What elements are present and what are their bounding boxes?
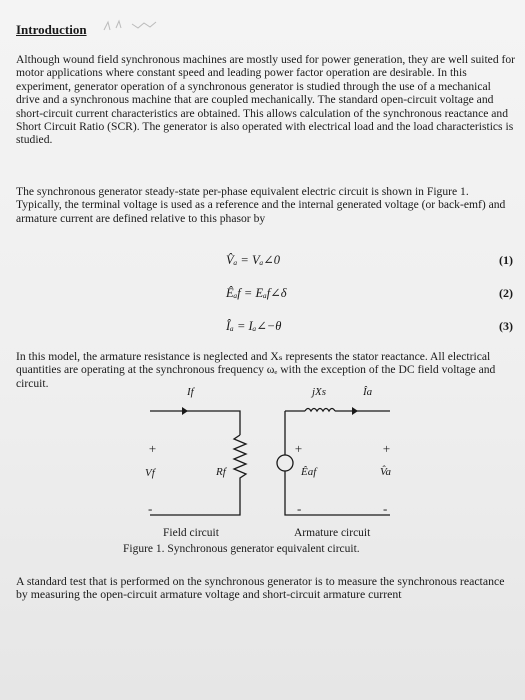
field-minus-sign: -: [148, 501, 153, 516]
equation-2: Êₐf = Eₐf∠δ: [226, 286, 287, 300]
terminal-plus-sign: +: [382, 441, 391, 456]
emf-plus-sign: +: [294, 441, 303, 456]
reactance-label: jXs: [312, 386, 327, 398]
equation-1-number: (1): [499, 253, 513, 267]
intro-paragraph: Although wound field synchronous machines are mostly used for power generation, they are well suited for motor applications where constant speed and leading power factor operation are desirable. In this experiment, generator operation of a synchronous generator is studied through the use of a mechanical drive and a synchronous machine that are coupled mechanically. The standard open-circuit voltage and short-circuit current characteristics are obtained. This allows calculation of the synchronous reactance and Short Circuit Ratio (SCR). The generator is also operated with electrical load and the load characteristics is studied.: [16, 53, 516, 147]
emf-minus-sign: -: [297, 501, 302, 516]
emf-label: Êaf: [301, 466, 317, 478]
figure-caption: Figure 1. Synchronous generator equivalent circuit.: [123, 543, 360, 555]
equation-2-number: (2): [499, 286, 513, 300]
field-resistor: [234, 435, 246, 483]
equation-3-number: (3): [499, 319, 513, 333]
field-resistance-label: Rf: [216, 466, 226, 478]
field-plus-sign: +: [148, 441, 157, 456]
field-circuit-caption: Field circuit: [163, 527, 219, 539]
field-voltage-label: Vf: [145, 467, 155, 479]
armature-circuit-caption: Armature circuit: [294, 527, 371, 539]
emf-source-circle: [277, 455, 293, 471]
section-heading: Introduction: [16, 22, 87, 37]
terminal-minus-sign: -: [383, 501, 388, 516]
pencil-scribble-mark: [102, 16, 212, 36]
terminal-voltage-label: V̂a: [380, 466, 391, 478]
reactance-inductor: [305, 409, 335, 412]
equation-3: Îₐ = Iₐ∠−θ: [226, 319, 282, 333]
field-current-label: If: [187, 386, 194, 398]
equation-1: V̂ₐ = Vₐ∠0: [226, 253, 280, 267]
armature-current-label: Îa: [363, 386, 373, 398]
circuit-paragraph: The synchronous generator steady-state per-phase equivalent electric circuit is shown in Figure 1. Typically, the terminal voltage is used as a reference and the internal generated voltage (or back-emf) and armature current are defined relative to this phasor by: [16, 185, 506, 225]
field-bottom-wire: [150, 483, 240, 515]
test-paragraph: A standard test that is performed on the synchronous generator is to measure the synchronous reactance by measuring the open-circuit armature voltage and short-circuit armature current: [16, 574, 505, 602]
model-paragraph: In this model, the armature resistance is neglected and Xₛ represents the stator reactance. All electrical quantities are operating at the synchronous frequency ωₑ with the exception of the DC field voltage and circuit.: [16, 350, 496, 390]
field-current-arrow-head: [182, 407, 188, 415]
armature-current-arrow: [352, 407, 358, 415]
field-top-wire: [150, 411, 240, 435]
equivalent-circuit-diagram: [130, 383, 400, 523]
